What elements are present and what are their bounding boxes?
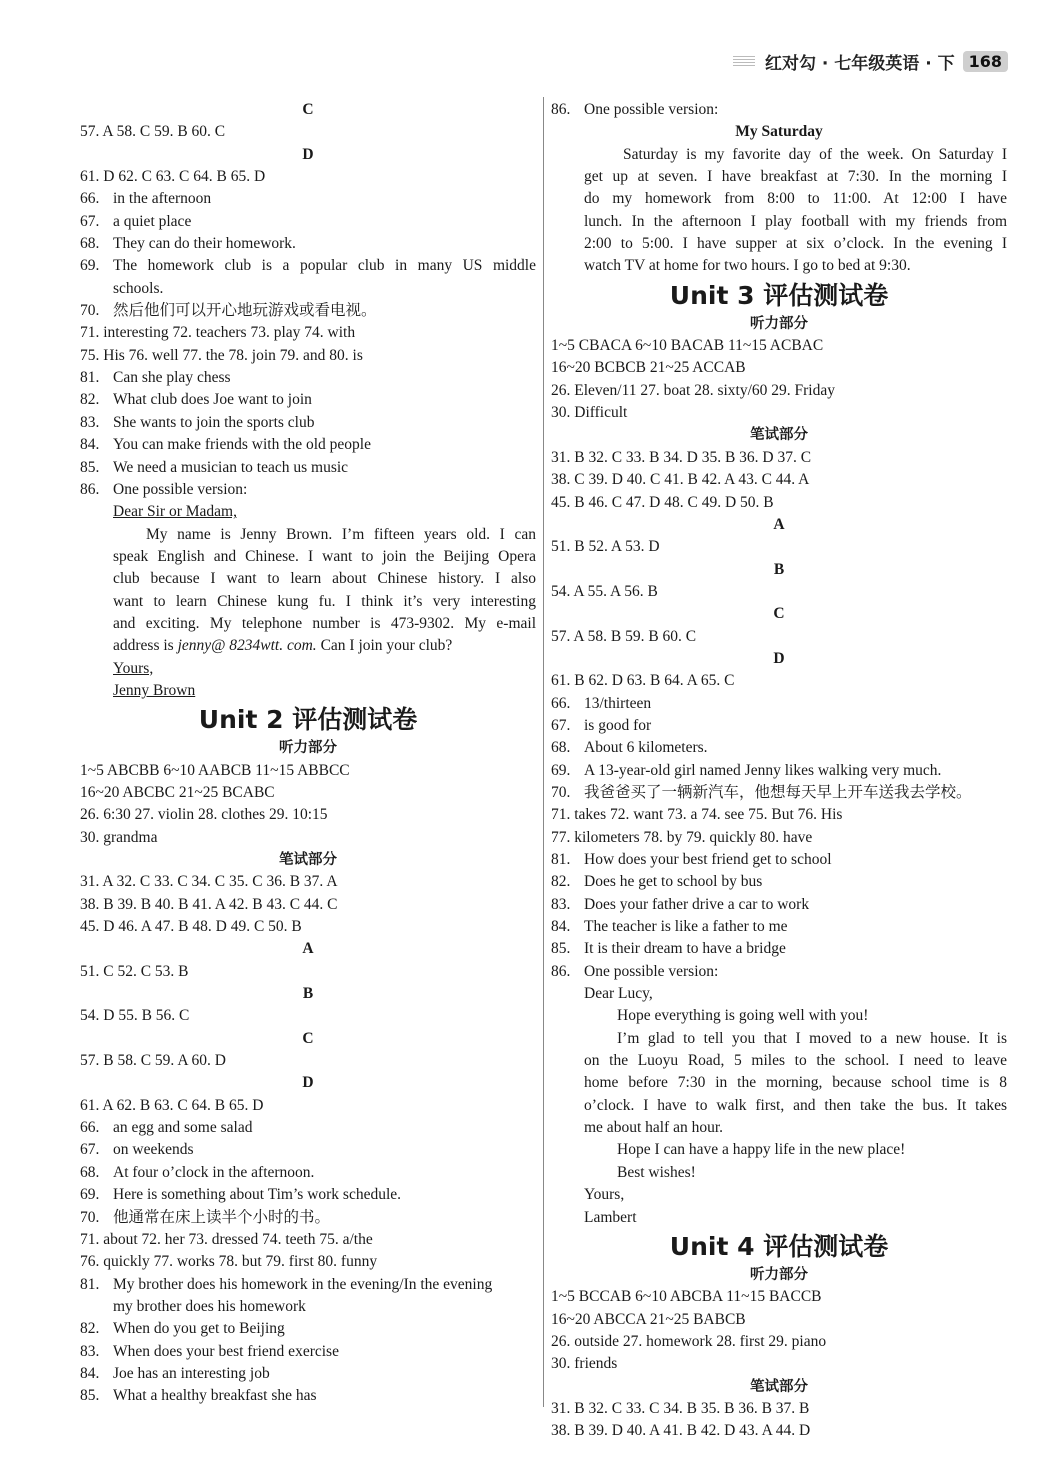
- question-number: 70.: [80, 1208, 100, 1226]
- question-number: 86.: [551, 101, 571, 118]
- answer-row: 30. friends: [551, 1355, 618, 1373]
- question-number: 70.: [80, 302, 100, 320]
- written-heading: 笔试部分: [750, 1378, 808, 1395]
- question-number: 67.: [80, 1141, 100, 1159]
- question-number: 69.: [80, 1186, 100, 1204]
- essay-line: get up at seven. I have breakfast at 7:30. In the morning I: [584, 168, 1007, 186]
- essay-line: watch TV at home for two hours. I go to bed at 9:30.: [584, 257, 911, 275]
- letter-line: Hope everything is going well with you!: [617, 1007, 869, 1025]
- question-number: 81.: [551, 851, 571, 868]
- letter-greeting: Dear Lucy,: [584, 985, 653, 1003]
- answer-row: 51. C 52. C 53. B: [80, 962, 189, 980]
- column-divider: [543, 97, 544, 1407]
- answer-row: 16~20 ABCCA 21~25 BABCB: [551, 1310, 746, 1328]
- answer-row: 1~5 CBACA 6~10 BACAB 11~15 ACBAC: [551, 337, 824, 355]
- section-label: C: [773, 605, 785, 623]
- question-number: 82.: [80, 1320, 100, 1338]
- letter-closing: Yours,: [113, 659, 154, 677]
- section-label: B: [773, 560, 785, 578]
- question-number: 67.: [80, 212, 100, 230]
- section-label: D: [302, 1074, 314, 1092]
- listening-heading: 听力部分: [279, 740, 337, 757]
- answer-66: 66. 13/thirteen: [551, 693, 1007, 715]
- question-number: 82.: [80, 391, 100, 409]
- letter-line: and exciting. My telephone number is 473-9302. My e-mail: [113, 614, 536, 632]
- question-number: 70.: [551, 783, 571, 801]
- answer-row: 54. D 55. B 56. C: [80, 1007, 190, 1025]
- question-number: 66.: [551, 694, 571, 712]
- answer-68: 68. They can do their homework.: [80, 233, 536, 255]
- letter-line: o’clock. I have to walk first, and then take the bus. It takes: [584, 1096, 1007, 1114]
- answer-row: 57. A 58. C 59. B 60. C: [80, 123, 226, 141]
- answer-row: 38. C 39. D 40. C 41. B 42. A 43. C 44. A: [551, 471, 810, 489]
- question-number: 67.: [551, 716, 571, 734]
- answer-row: 26. Eleven/11 27. boat 28. sixty/60 29. Friday: [551, 381, 835, 399]
- section-label: D: [773, 649, 785, 667]
- answer-66: 66. in the afternoon: [80, 188, 536, 210]
- answer-82: 82. What club does Joe want to join: [80, 389, 536, 411]
- question-number: 66.: [80, 190, 100, 208]
- section-label: A: [302, 940, 314, 958]
- letter-line: on the Luoyu Road, 5 miles to the school. I need to leave: [584, 1052, 1007, 1070]
- answer-84: 84. You can make friends with the old people: [80, 434, 536, 456]
- answer-row: 30. Difficult: [551, 404, 628, 422]
- listening-heading: 听力部分: [750, 1266, 808, 1283]
- answer-row: 45. D 46. A 47. B 48. D 49. C 50. B: [80, 918, 302, 936]
- letter-greeting: Dear Sir or Madam,: [113, 503, 237, 521]
- answer-row: 16~20 ABCBC 21~25 BCABC: [80, 783, 275, 801]
- answer-row: 61. B 62. D 63. B 64. A 65. C: [551, 672, 735, 690]
- essay-line: do my homework from 8:00 to 11:00. At 12:00 I have: [584, 190, 1007, 208]
- question-number: 83.: [80, 413, 100, 431]
- page-header: [733, 48, 1008, 74]
- answer-81: 81. Can she play chess: [80, 367, 536, 389]
- right-column: [551, 99, 1007, 1443]
- essay-line: 2:00 to 5:00. I have supper at six o’clock. In the evening I: [584, 235, 1007, 253]
- answer-70: 70. 我爸爸买了一辆新汽车，他想每天早上开车送我去学校。: [551, 782, 1007, 804]
- answer-row: 26. 6:30 27. violin 28. clothes 29. 10:15: [80, 806, 328, 824]
- letter-signature: Jenny Brown: [113, 681, 196, 699]
- question-number: 68.: [551, 739, 571, 757]
- answer-81: 81. How does your best friend get to school: [551, 849, 1007, 871]
- answer-69: 69. A 13-year-old girl named Jenny likes walking very much.: [551, 760, 1007, 782]
- answer-row: 16~20 BCBCB 21~25 ACCAB: [551, 359, 746, 377]
- answer-69: 69. Here is something about Tim’s work schedule.: [80, 1184, 536, 1206]
- answer-85: 85. We need a musician to teach us music: [80, 457, 536, 479]
- question-number: 86.: [80, 480, 100, 498]
- question-number: 68.: [80, 235, 100, 253]
- answer-row: 77. kilometers 78. by 79. quickly 80. have: [551, 828, 813, 846]
- written-heading: 笔试部分: [750, 427, 808, 444]
- answer-81-cont: my brother does his homework: [113, 1297, 306, 1315]
- answer-67: 67. on weekends: [80, 1139, 536, 1161]
- letter-line: I’m glad to tell you that I moved to a new house. It is: [617, 1029, 1007, 1047]
- answer-row: 76. quickly 77. works 78. but 79. first 80. funny: [80, 1253, 378, 1271]
- answer-row: 31. B 32. C 33. B 34. D 35. B 36. D 37. C: [551, 448, 812, 466]
- question-number: 86.: [551, 962, 571, 980]
- letter-line: want to learn Chinese kung fu. I think it’s very interesting: [113, 592, 536, 610]
- section-label: B: [302, 985, 314, 1003]
- answer-row: 26. outside 27. homework 28. first 29. piano: [551, 1332, 827, 1350]
- answer-row: 61. A 62. B 63. C 64. B 65. D: [80, 1096, 264, 1114]
- answer-row: 71. about 72. her 73. dressed 74. teeth 75. a/the: [80, 1230, 373, 1248]
- answer-86: 86. One possible version:: [80, 479, 536, 501]
- answer-66: 66. an egg and some salad: [80, 1117, 536, 1139]
- written-heading: 笔试部分: [279, 852, 337, 868]
- answer-85: 85. It is their dream to have a bridge: [551, 938, 1007, 960]
- question-number: 81.: [80, 369, 100, 387]
- answer-86: 86. One possible version:: [551, 961, 1007, 983]
- letter-signature: Lambert: [584, 1208, 637, 1226]
- answer-86: 86. One possible version:: [551, 99, 1007, 121]
- answer-row: 45. B 46. C 47. D 48. C 49. D 50. B: [551, 493, 774, 511]
- letter-line: me about half an hour.: [584, 1119, 724, 1137]
- answer-row: 31. A 32. C 33. C 34. C 35. C 36. B 37. A: [80, 873, 338, 891]
- answer-70: 70. 他通常在床上读半个小时的书。: [80, 1207, 536, 1229]
- answer-row: 57. A 58. B 59. B 60. C: [551, 627, 697, 645]
- letter-line: Hope I can have a happy life in the new place!: [617, 1141, 906, 1159]
- answer-67: 67. a quiet place: [80, 211, 536, 233]
- letter-line: address is jenny@ 8234wtt. com. Can I join your club?: [113, 637, 453, 655]
- answer-row: 38. B 39. B 40. B 41. A 42. B 43. C 44. C: [80, 895, 338, 913]
- essay-line: Saturday is my favorite day of the week. On Saturday I: [623, 145, 1007, 163]
- answer-85: 85. What a healthy breakfast she has: [80, 1385, 536, 1407]
- question-number: 83.: [551, 895, 571, 913]
- question-number: 68.: [80, 1163, 100, 1181]
- answer-69: 69. The homework club is a popular club in many US middle: [80, 255, 536, 277]
- page-number: 168: [963, 51, 1008, 72]
- question-number: 85.: [551, 940, 571, 958]
- question-number: 85.: [80, 1387, 100, 1405]
- section-label: C: [302, 1029, 314, 1047]
- letter-closing: Yours,: [584, 1186, 625, 1204]
- section-label: D: [302, 145, 314, 163]
- letter-line: home before 7:30 in the morning, because school time is 8: [584, 1074, 1007, 1092]
- answer-row: 30. grandma: [80, 828, 158, 846]
- question-number: 69.: [80, 257, 100, 275]
- answer-68: 68. At four o’clock in the afternoon.: [80, 1162, 536, 1184]
- letter-line: speak English and Chinese. I want to join the Beijing Opera: [113, 547, 536, 565]
- answer-row: 54. A 55. A 56. B: [551, 582, 658, 600]
- answer-row: 31. B 32. C 33. C 34. B 35. B 36. B 37. B: [551, 1399, 810, 1417]
- answer-row: 1~5 BCCAB 6~10 ABCBA 11~15 BACCB: [551, 1288, 822, 1306]
- letter-line: club because I want to learn about Chinese history. I also: [113, 570, 536, 588]
- answer-70: 70. 然后他们可以开心地玩游戏或看电视。: [80, 300, 536, 322]
- unit-4-title: Unit 4 评估测试卷: [669, 1231, 889, 1261]
- header-decoration: [733, 56, 755, 66]
- answer-67: 67. is good for: [551, 715, 1007, 737]
- answer-row: 71. interesting 72. teachers 73. play 74. with: [80, 324, 356, 342]
- question-number: 81.: [80, 1275, 100, 1293]
- section-label: A: [773, 515, 785, 533]
- question-number: 84.: [80, 436, 100, 454]
- letter-line: My name is Jenny Brown. I’m fifteen years old. I can: [146, 525, 536, 543]
- answer-69-cont: schools.: [113, 279, 164, 297]
- answer-row: 38. B 39. D 40. A 41. B 42. D 43. A 44. D: [551, 1422, 811, 1440]
- listening-heading: 听力部分: [750, 315, 808, 332]
- book-title: 红对勾 · 七年级英语 · 下: [765, 53, 955, 74]
- essay-title: My Saturday: [735, 123, 823, 141]
- answer-row: 57. B 58. C 59. A 60. D: [80, 1052, 226, 1070]
- answer-83: 83. Does your father drive a car to work: [551, 894, 1007, 916]
- essay-line: lunch. In the afternoon I play football with my friends from: [584, 212, 1007, 230]
- question-number: 66.: [80, 1119, 100, 1137]
- letter-line: Best wishes!: [617, 1163, 696, 1181]
- answer-row: 75. His 76. well 77. the 78. join 79. and 80. is: [80, 346, 363, 364]
- answer-84: 84. Joe has an interesting job: [80, 1363, 536, 1385]
- question-number: 82.: [551, 873, 571, 891]
- unit-3-title: Unit 3 评估测试卷: [669, 280, 889, 310]
- unit-2-title: Unit 2 评估测试卷: [198, 705, 418, 735]
- answer-row: 1~5 ABCBB 6~10 AABCB 11~15 ABBCC: [80, 761, 350, 779]
- question-number: 83.: [80, 1342, 100, 1360]
- answer-row: 71. takes 72. want 73. a 74. see 75. But 76. His: [551, 806, 843, 824]
- answer-83: 83. She wants to join the sports club: [80, 412, 536, 434]
- answer-68: 68. About 6 kilometers.: [551, 737, 1007, 759]
- answer-81: 81. My brother does his homework in the evening/In the evening: [80, 1274, 536, 1296]
- answer-84: 84. The teacher is like a father to me: [551, 916, 1007, 938]
- answer-82: 82. When do you get to Beijing: [80, 1318, 536, 1340]
- email-address: jenny@ 8234wtt. com.: [177, 637, 317, 655]
- question-number: 85.: [80, 458, 100, 476]
- question-number: 84.: [80, 1364, 100, 1382]
- answer-83: 83. When does your best friend exercise: [80, 1341, 536, 1363]
- answer-82: 82. Does he get to school by bus: [551, 871, 1007, 893]
- answer-row: 51. B 52. A 53. D: [551, 538, 660, 556]
- question-number: 84.: [551, 918, 571, 936]
- question-number: 69.: [551, 761, 571, 779]
- left-column: [80, 99, 536, 1408]
- section-label: C: [302, 101, 314, 118]
- answer-row: 61. D 62. C 63. C 64. B 65. D: [80, 168, 266, 186]
